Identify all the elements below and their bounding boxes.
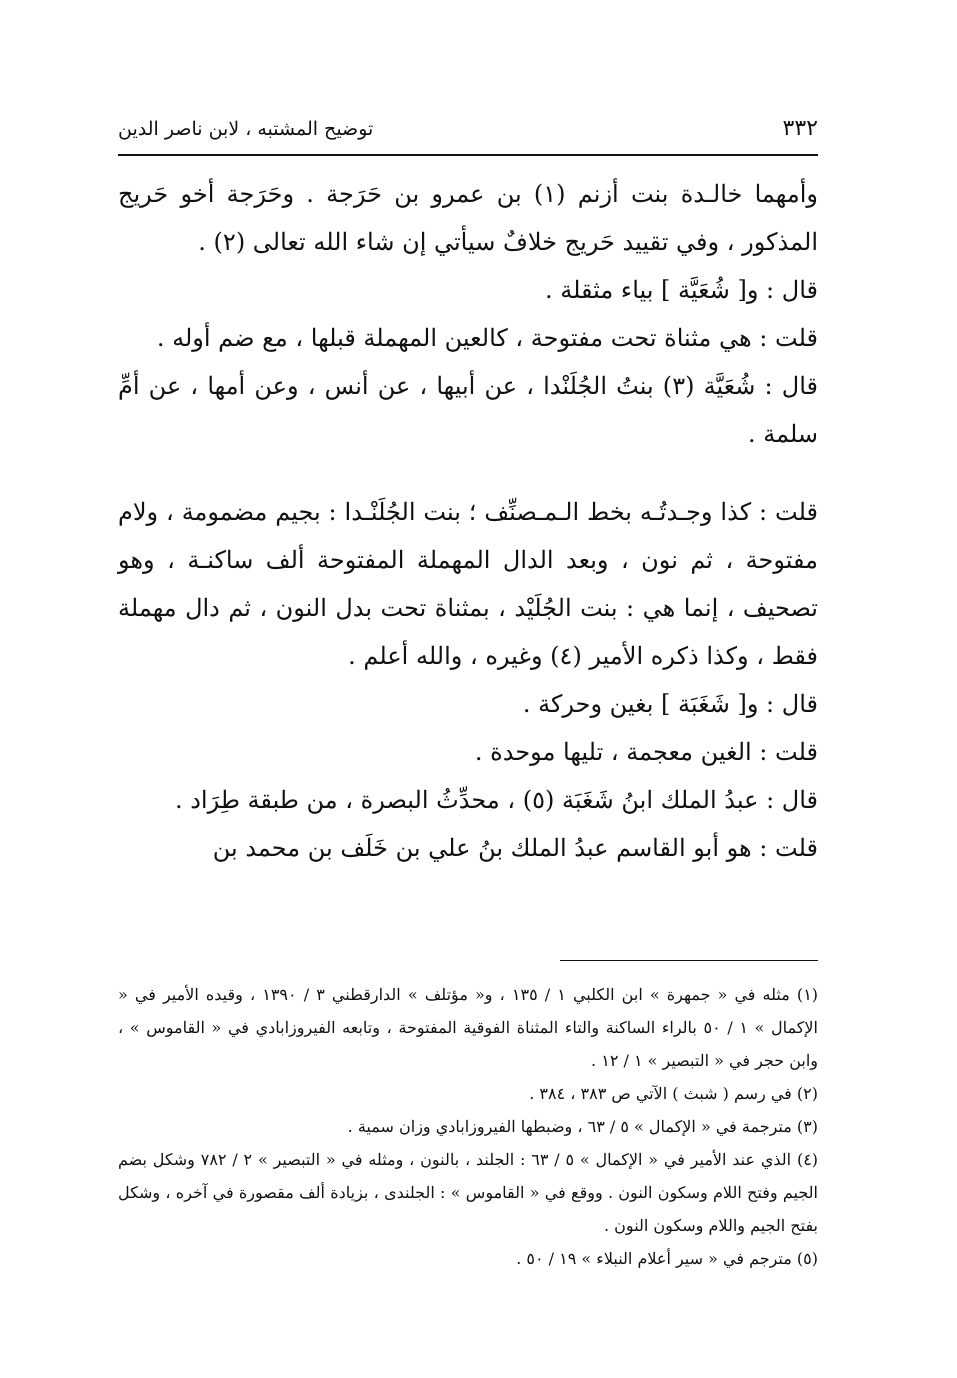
footnote: (٥) مترجم في « سير أعلام النبلاء » ١٩ / ٥٠ . bbox=[516, 1249, 818, 1268]
header-divider bbox=[118, 154, 818, 156]
paragraph: قال : و[ شَغَبَة ] بغين وحركة . bbox=[522, 690, 818, 718]
paragraph: قلت : هو أبو القاسم عبدُ الملك بنُ علي بن خَلَف بن محمد بن bbox=[212, 834, 818, 862]
page-number: ٣٣٢ bbox=[782, 116, 818, 141]
paragraph: قلت : كذا وجـدتُـه بخط الـمـصنِّف ؛ بنت الجُلَنْـدا : بجيم مضمومة ، ولام مفتوحة ، ثم نون ، وبعد الدال المهملة المفتوحة ألف ساكنـة ، وهو تصحيف ، إنما هي : بنت الجُلَيْد ، بمثناة تحت بدل النون ، ثم دال مهملة فقط ، وكذا ذكره الأمير (٤) وغيره ، والله أعلم . bbox=[118, 498, 818, 670]
paragraph: قلت : هي مثناة تحت مفتوحة ، كالعين المهملة قبلها ، مع ضم أوله . bbox=[156, 324, 818, 352]
paragraph: قال : عبدُ الملك ابنُ شَغَبَة (٥) ، محدِّثُ البصرة ، من طبقة طِرَاد . bbox=[174, 786, 818, 814]
footnote: (٤) الذي عند الأمير في « الإكمال » ٥ / ٦٣ : الجلند ، بالنون ، ومثله في « التبصير » ٢ / ٧٨٢ وشكل بضم الجيم وفتح اللام وسكون النون . ووقع في « القاموس » : الجلندى ، بزيادة ألف مقصورة في آخره ، وشكل بفتح الجيم واللام وسكون النون . bbox=[118, 1150, 819, 1235]
running-title: توضيح المشتبه ، لابن ناصر الدين bbox=[118, 118, 374, 140]
footnote-divider bbox=[560, 960, 818, 961]
footnote: (١) مثله في « جمهرة » ابن الكلبي ١ / ١٣٥ ، و« مؤتلف » الدارقطني ٣ / ١٣٩٠ ، وقيده الأمير في « الإكمال » ١ / ٥٠ بالراء الساكنة والتاء المثناة الفوقية المفتوحة ، وتابعه الفيروزابادي في « القاموس » ، وابن حجر في « التبصير » ١ / ١٢ . bbox=[118, 985, 819, 1070]
footnote: (٢) في رسم ( شبث ) الآتي ص ٣٨٣ ، ٣٨٤ . bbox=[529, 1084, 818, 1103]
footnotes bbox=[118, 978, 818, 1275]
paragraph: قال : و[ شُعَيَّة ] بياء مثقلة . bbox=[544, 276, 818, 304]
main-text bbox=[118, 170, 818, 872]
paragraph: قلت : الغين معجمة ، تليها موحدة . bbox=[474, 738, 818, 766]
paragraph: وأمهما خالـدة بنت أزنم (١) بن عمرو بن حَرَجة . وحَرَجة أخو حَريج المذكور ، وفي تقييد حَريج خلافٌ سيأتي إن شاء الله تعالى (٢) . bbox=[118, 180, 818, 256]
running-header bbox=[118, 108, 818, 148]
paragraph: قال : شُعَيَّة (٣) بنتُ الجُلَنْدا ، عن أبيها ، عن أنس ، وعن أمها ، عن أمِّ سلمة . bbox=[118, 372, 819, 448]
footnote: (٣) مترجمة في « الإكمال » ٥ / ٦٣ ، وضبطها الفيروزابادي وزان سمية . bbox=[347, 1117, 818, 1136]
paragraph-gap bbox=[118, 458, 818, 488]
